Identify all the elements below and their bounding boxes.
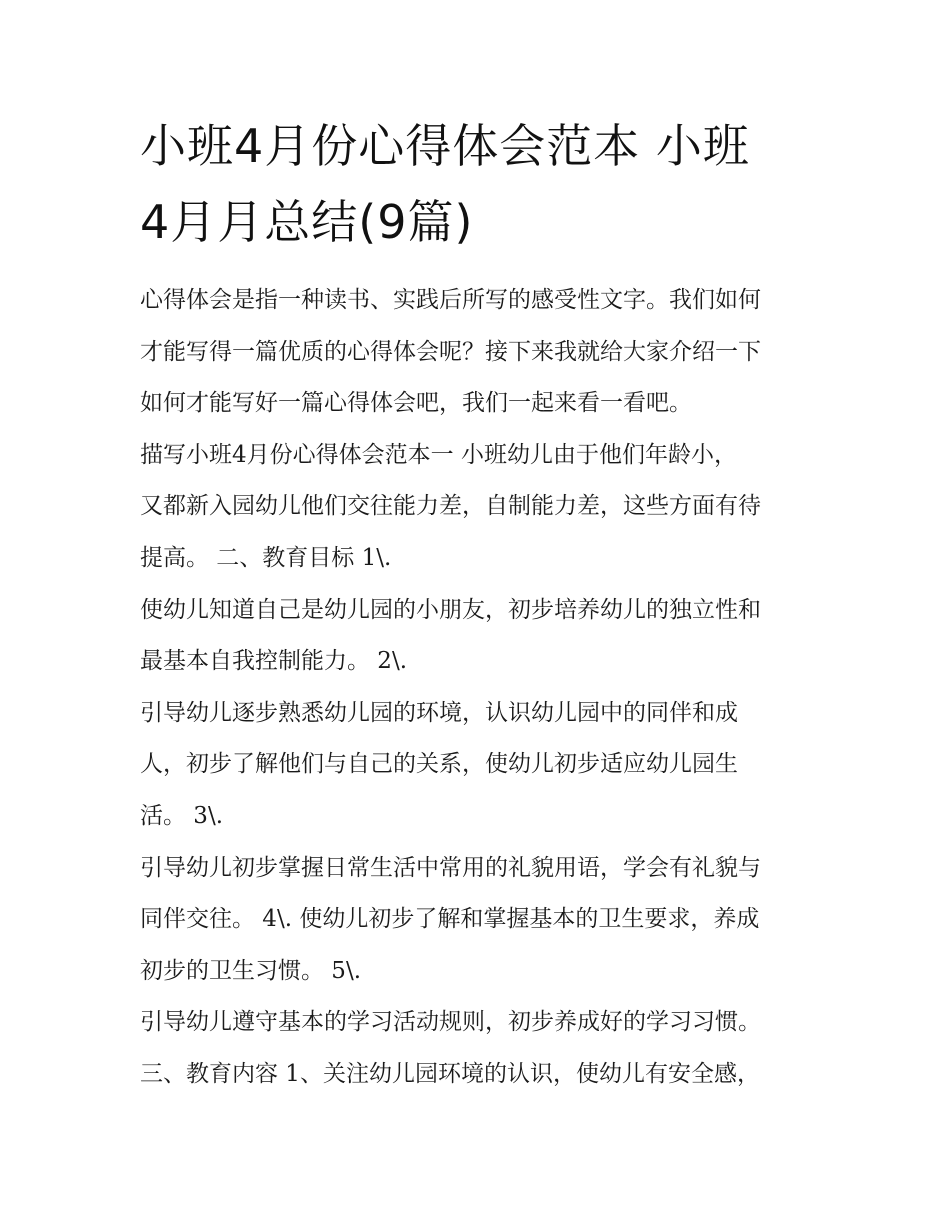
document-title: [140, 108, 830, 260]
body-line: 才能写得一篇优质的心得体会呢？接下来我就给大家介绍一下: [140, 338, 761, 365]
body-line: 活。 3\.: [140, 802, 224, 829]
body-line: 引导幼儿初步掌握日常生活中常用的礼貌用语，学会有礼貌与: [140, 854, 761, 881]
body-line: 又都新入园幼儿他们交往能力差，自制能力差，这些方面有待: [140, 493, 761, 520]
title-line: 小班4月份心得体会范本 小班: [140, 119, 750, 173]
body-line: 同伴交往。 4\. 使幼儿初步了解和掌握基本的卫生要求，养成: [140, 906, 760, 933]
body-line: 引导幼儿遵守基本的学习活动规则，初步养成好的学习习惯。: [140, 1009, 761, 1036]
body-line: 最基本自我控制能力。 2\.: [140, 648, 408, 675]
body-line: 三、教育内容 1、关注幼儿园环境的认识，使幼儿有安全感，: [140, 1060, 760, 1087]
title-line: 4月月总结(9篇): [140, 195, 474, 249]
body-line: 使幼儿知道自己是幼儿园的小朋友，初步培养幼儿的独立性和: [140, 596, 761, 623]
body-line: 如何才能写好一篇心得体会吧，我们一起来看一看吧。: [140, 390, 692, 417]
body-line: 引导幼儿逐步熟悉幼儿园的环境，认识幼儿园中的同伴和成: [140, 699, 738, 726]
body-line: 提高。 二、教育目标 1\.: [140, 544, 392, 571]
body-line: 描写小班4月份心得体会范本一 小班幼儿由于他们年龄小，: [140, 441, 737, 468]
body-line: 心得体会是指一种读书、实践后所写的感受性文字。我们如何: [140, 287, 761, 313]
document-body: [140, 275, 820, 1101]
body-line: 初步的卫生习惯。 5\.: [140, 957, 362, 984]
body-line: 人，初步了解他们与自己的关系，使幼儿初步适应幼儿园生: [140, 751, 738, 778]
